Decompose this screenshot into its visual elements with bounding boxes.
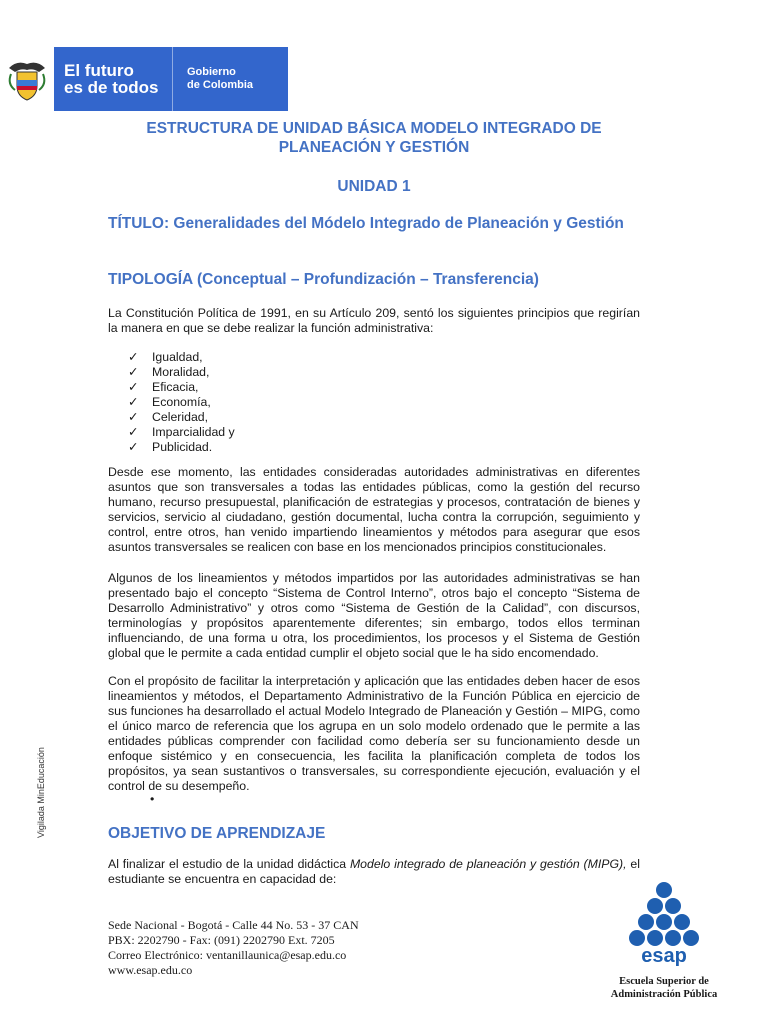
objective-post: el estudiante se encuentra en capacidad de: xyxy=(108,857,640,886)
unit-title: TÍTULO: Generalidades del Módelo Integrado de Planeación y Gestión xyxy=(108,215,624,232)
paragraph-1-wrap xyxy=(108,465,640,555)
principle-item xyxy=(128,410,428,425)
footer-contact xyxy=(108,918,359,978)
esap-name-line-1: Escuela Superior de xyxy=(619,976,709,987)
principle-text: Eficacia, xyxy=(152,380,199,394)
footer-address: Sede Nacional - Bogotá - Calle 44 No. 53 - 37 CAN xyxy=(108,918,359,932)
principle-item xyxy=(128,425,428,440)
check-icon: ✓ xyxy=(128,440,139,454)
objective-italic: Modelo integrado de planeación y gestión (MIPG), xyxy=(349,857,627,871)
check-icon: ✓ xyxy=(128,425,139,439)
check-icon: ✓ xyxy=(128,410,139,424)
gov-line-2: de Colombia xyxy=(187,79,254,91)
objective-text-wrap xyxy=(108,857,640,887)
footer-website: www.esap.edu.co xyxy=(108,963,193,977)
principle-text: Economía, xyxy=(152,395,211,409)
esap-name xyxy=(604,975,724,1001)
principle-item xyxy=(128,380,428,395)
typology-wrap xyxy=(108,270,640,289)
objective-heading: OBJETIVO DE APRENDIZAJE xyxy=(108,825,326,842)
principle-text: Imparcialidad y xyxy=(152,425,235,439)
principle-item xyxy=(128,440,428,455)
gov-line-1: Gobierno xyxy=(187,66,236,78)
brand-line-2: es de todos xyxy=(64,78,159,97)
check-icon: ✓ xyxy=(128,350,139,364)
typology: TIPOLOGÍA (Conceptual – Profundización – Transferencia) xyxy=(108,271,539,288)
paragraph-3: Con el propósito de facilitar la interpretación y aplicación que las entidades deben hacer de esos lineamientos y métodos, el Departamento Administrativo de la Función Pública en ejercicio de sus funciones ha desarrollado el actual Modelo Integrado de Planeación y Gestión – MIPG, como el único marco de referencia que los agrupa en un solo modelo ordenado que le permite a las entidades públicas comprender con facilidad como debería ser su funcionamiento desde un enfoque sistémico y en consecuencia, les facilita la planificación completa de todos los propósitos, ya sean sustantivos o transversales, su correspondiente ejecución, evaluación y el control de su desempeño. xyxy=(108,674,640,793)
paragraph-1: Desde ese momento, las entidades consideradas autoridades administrativas en diferentes asuntos que son transversales a todas las entidades públicas, como la gestión del recurso humano, recurso presupuestal, planificación de estrategias y procesos, contratación de bienes y servicios, servicio al ciudadano, gestión documental, lucha contra la corrupción, seguimiento y control, entre otros, han venido impartiendo lineamientos y métodos para asegurar que esos asuntos transversales se realicen con base en los mencionados principios constitucionales. xyxy=(108,465,640,554)
footer-phone: PBX: 2202790 - Fax: (091) 2202790 Ext. 7205 xyxy=(108,933,335,947)
esap-logo-icon xyxy=(619,880,709,966)
principle-item xyxy=(128,350,428,365)
gov-text xyxy=(187,66,253,92)
paragraph-3-wrap xyxy=(108,674,640,794)
intro-wrap xyxy=(108,306,640,336)
principle-item xyxy=(128,395,428,410)
objective-pre: Al finalizar el estudio de la unidad didáctica xyxy=(108,857,350,871)
unit-label: UNIDAD 1 xyxy=(337,178,411,195)
heading-line-2: PLANEACIÓN Y GESTIÓN xyxy=(278,139,470,156)
principle-text: Igualdad, xyxy=(152,350,203,364)
check-icon: ✓ xyxy=(128,365,139,379)
paragraph-2-wrap xyxy=(108,571,640,661)
objective-text xyxy=(108,857,640,887)
principles-list xyxy=(128,350,428,455)
principle-text: Celeridad, xyxy=(152,410,209,424)
esap-logo xyxy=(604,880,724,1001)
doc-heading xyxy=(108,119,640,157)
brand-text xyxy=(64,62,172,96)
esap-wordmark: esap xyxy=(641,945,687,966)
gov-banner xyxy=(0,47,288,111)
heading-line-1: ESTRUCTURA DE UNIDAD BÁSICA MODELO INTEGRADO DE xyxy=(146,120,602,137)
intro-paragraph: La Constitución Política de 1991, en su Artículo 209, sentó los siguientes principios que regirían la manera en que se debe realizar la función administrativa: xyxy=(108,306,640,335)
paragraph-2: Algunos de los lineamientos y métodos impartidos por las autoridades administrativas se han presentado bajo el concepto “Sistema de Control Interno”, otros bajo el concepto “Sistema de Desarrollo Administrativo” y otros como “Sistema de Gestión de la Calidad”, con discursos, terminologías y propósitos aparentemente diferentes; sin embargo, todos ellos terminan influenciando, de una forma u otra, los procedimientos, los procesos y el Sistema de Gestión global que le permite a cada entidad cumplir el objeto social que le ha sido encomendado. xyxy=(108,571,640,660)
esap-name-line-2: Administración Pública xyxy=(610,989,718,1000)
principle-text: Publicidad. xyxy=(152,440,213,454)
check-icon: ✓ xyxy=(128,395,139,409)
bullet-wrap xyxy=(150,792,170,807)
stray-bullet: • xyxy=(150,792,155,806)
title-wrap xyxy=(108,214,640,233)
check-icon: ✓ xyxy=(128,380,139,394)
coat-of-arms-icon xyxy=(0,47,54,111)
principle-item xyxy=(128,365,428,380)
objective-heading-wrap xyxy=(108,824,640,843)
principle-text: Moralidad, xyxy=(152,365,210,379)
unit-label-wrap xyxy=(108,177,640,196)
side-label: Vigilada MinEducación xyxy=(36,747,46,838)
footer-email: Correo Electrónico: ventanillaunica@esap.edu.co xyxy=(108,948,347,962)
brand-line-1: El futuro xyxy=(64,61,134,80)
banner-divider xyxy=(172,47,173,111)
